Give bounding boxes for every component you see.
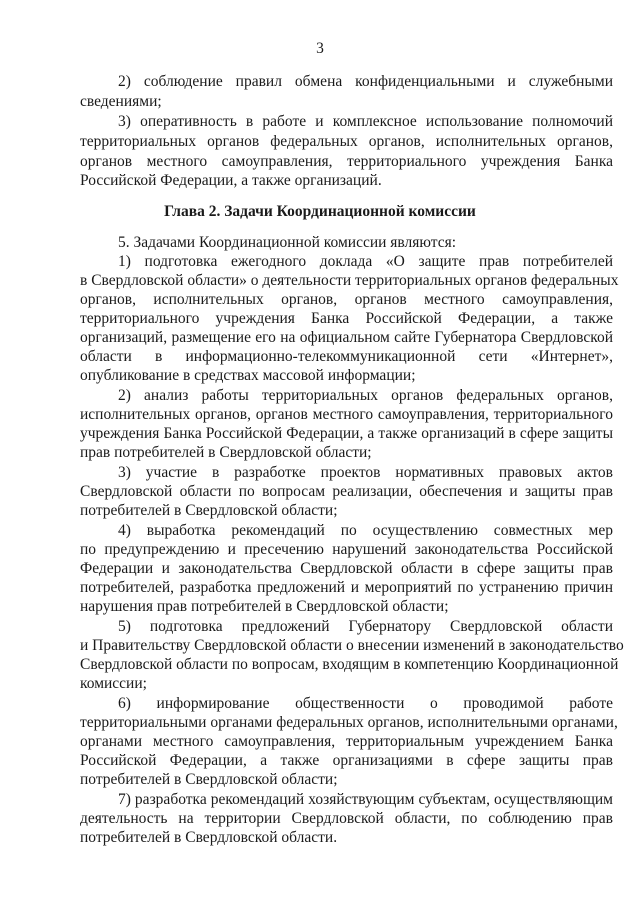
- intro-line: Российской Федерации, а также организаций.: [80, 172, 382, 189]
- section-line: потребителей в Свердловской области.: [80, 829, 338, 846]
- intro-line: 3) оперативность в работе и комплексное использование полномочий: [118, 113, 613, 130]
- intro-line: территориальных органов федеральных органов, исполнительных органов,: [80, 133, 613, 150]
- section-line: 5) подготовка предложений Губернатору Свердловской области: [118, 618, 613, 635]
- page-number: 3: [316, 40, 324, 57]
- section-line: органов, исполнительных органов, органов местного самоуправления,: [80, 291, 613, 308]
- section-line: территориального учреждения Банка Российской Федерации, а также: [80, 310, 613, 327]
- section-line: 5. Задачами Координационной комиссии являются:: [118, 234, 457, 251]
- intro-line: органов местного самоуправления, территориального учреждения Банка: [80, 153, 613, 170]
- section-line: 1) подготовка ежегодного доклада «О защите прав потребителей: [118, 253, 613, 270]
- section-line: комиссии;: [80, 675, 147, 692]
- section-line: нарушения прав потребителей в Свердловской области;: [80, 598, 449, 615]
- section-line: по предупреждению и пресечению нарушений законодательства Российской: [80, 541, 613, 558]
- section-line: Свердловской области по вопросам, входящим в компетенцию Координационной: [80, 656, 619, 673]
- section-line: Свердловской области по вопросам реализации, обеспечения и защиты прав: [80, 483, 613, 500]
- section-line: и Правительству Свердловской области о внесении изменений в законодательство: [80, 637, 624, 654]
- section-line: потребителей, разработка предложений и мероприятий по устранению причин: [80, 579, 613, 596]
- section-line: организаций, размещение его на официальном сайте Губернатора Свердловской: [80, 329, 613, 346]
- section-line: территориальными органами федеральных органов, исполнительными органами,: [80, 714, 618, 731]
- section-line: деятельность на территории Свердловской области, по соблюдению прав: [80, 810, 613, 827]
- section-line: учреждения Банка Российской Федерации, а также организаций в сфере защиты: [80, 425, 613, 442]
- section-line: потребителей в Свердловской области;: [80, 502, 338, 519]
- section-line: 3) участие в разработке проектов нормативных правовых актов: [118, 464, 613, 481]
- section-line: опубликование в средствах массовой информации;: [80, 367, 416, 384]
- section-line: потребителей в Свердловской области;: [80, 771, 338, 788]
- intro-line: сведениями;: [80, 93, 162, 110]
- section-line: 4) выработка рекомендаций по осуществлению совместных мер: [118, 522, 613, 539]
- chapter-heading: Глава 2. Задачи Координационной комиссии: [164, 203, 476, 220]
- section-line: Российской Федерации, а также организациями в сфере защиты прав: [80, 752, 613, 769]
- section-line: 7) разработка рекомендаций хозяйствующим субъектам, осуществляющим: [118, 791, 613, 808]
- section-line: органами местного самоуправления, территориальным учреждением Банка: [80, 733, 613, 750]
- section-line: в Свердловской области» о деятельности территориальных органов федеральных: [80, 272, 619, 289]
- section-line: области в информационно-телекоммуникационной сети «Интернет»,: [80, 348, 613, 365]
- section-line: 6) информирование общественности о проводимой работе: [118, 695, 613, 712]
- section-line: прав потребителей в Свердловской области;: [80, 444, 372, 461]
- intro-line: 2) соблюдение правил обмена конфиденциальными и служебными: [118, 73, 613, 90]
- section-line: 2) анализ работы территориальных органов федеральных органов,: [118, 387, 613, 404]
- section-line: Федерации и законодательства Свердловской области в сфере защиты прав: [80, 560, 613, 577]
- section-line: исполнительных органов, органов местного самоуправления, территориального: [80, 406, 613, 423]
